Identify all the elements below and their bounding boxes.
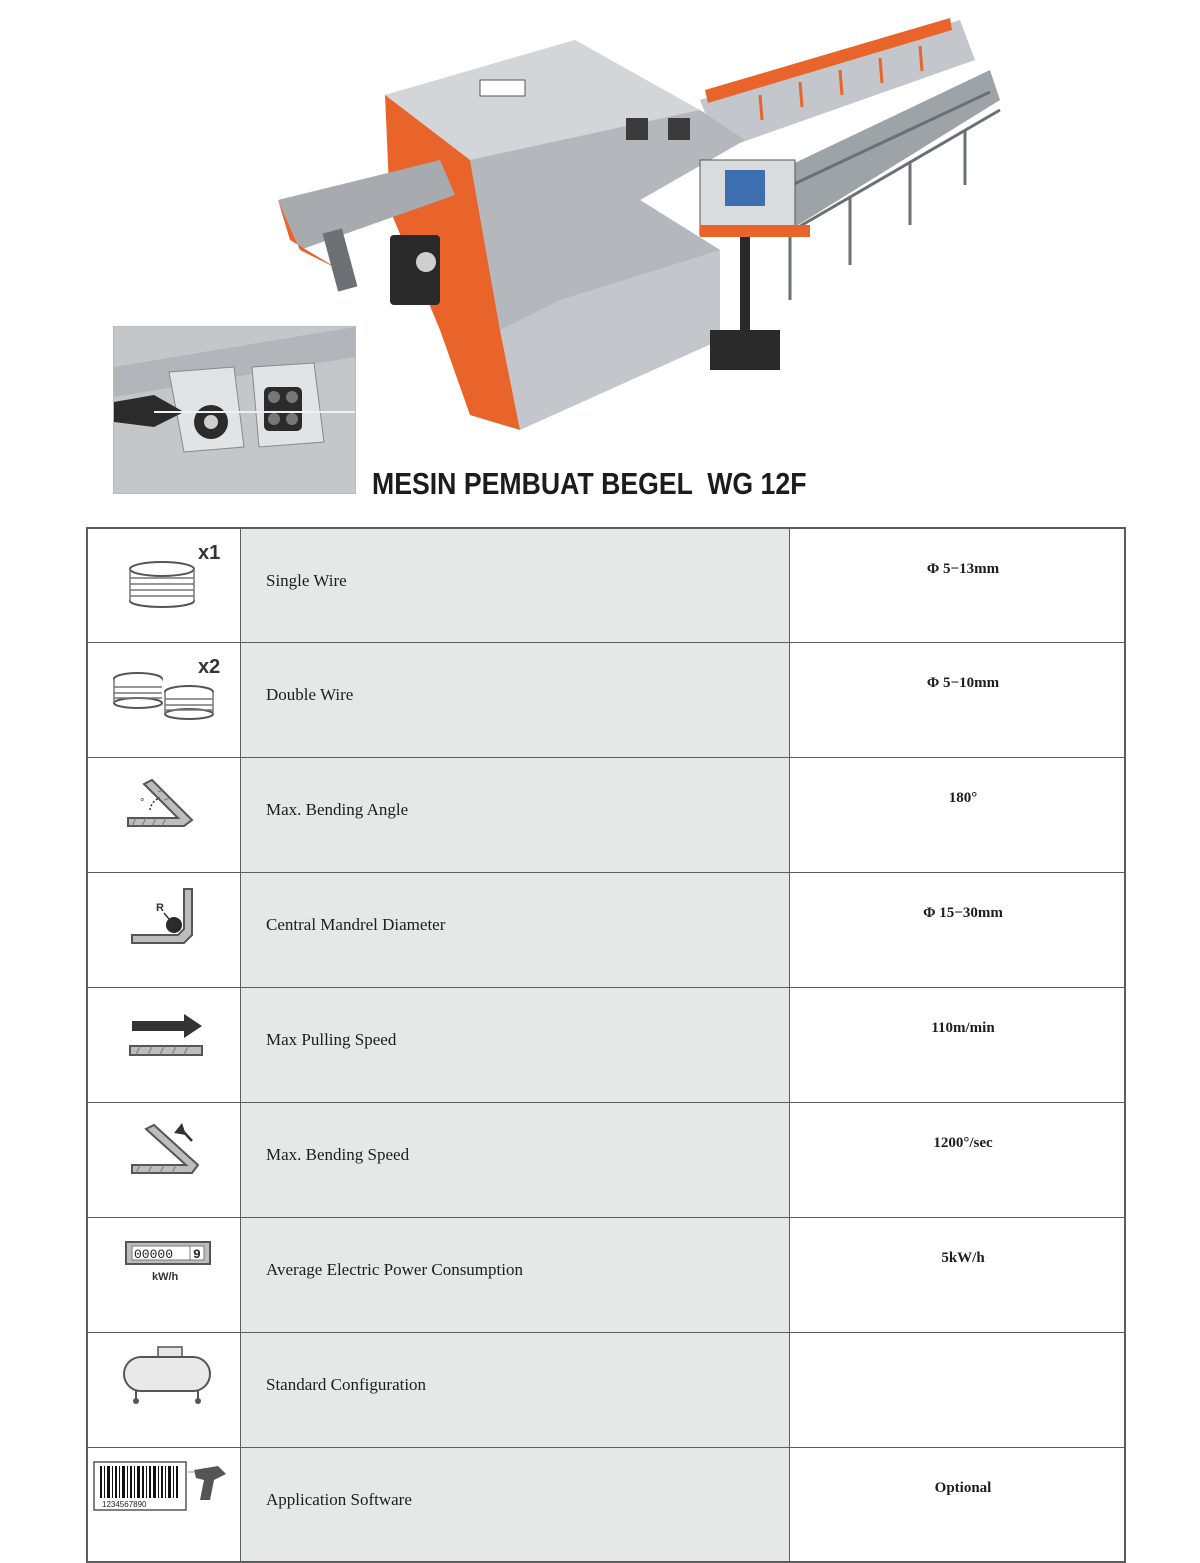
spec-value: 180° (948, 790, 978, 807)
icon-multiplier-text: x1 (198, 542, 221, 564)
spec-label: Double Wire (266, 685, 354, 705)
table-row (87, 643, 1125, 758)
table-row (87, 1447, 1125, 1562)
value-cell (790, 528, 1126, 643)
icon-cell (87, 528, 241, 643)
barcode-digits-text: 1234567890 (102, 1499, 147, 1509)
icon-cell (87, 1217, 241, 1332)
spec-value: 5kW/h (941, 1249, 985, 1266)
wire-straightener (390, 235, 440, 305)
table-row (87, 1332, 1125, 1447)
spec-value: 1200°/sec (933, 1134, 993, 1151)
meter-last-digit-text: 9 (193, 1246, 201, 1262)
page-title: MESIN PEMBUAT BEGEL WG 12F (372, 466, 807, 501)
spec-label: Max. Bending Angle (266, 800, 409, 820)
label-cell (241, 873, 790, 988)
value-cell (790, 758, 1126, 873)
label-cell (241, 1102, 790, 1217)
spec-value: 110m/min (931, 1020, 995, 1036)
single-wire-coil-icon (88, 529, 240, 609)
label-cell (241, 758, 790, 873)
power-meter-icon (88, 1218, 240, 1298)
table-row (87, 1102, 1125, 1217)
value-cell (790, 643, 1126, 758)
value-cell (790, 988, 1126, 1103)
spec-label: Single Wire (266, 571, 347, 590)
label-cell (241, 1217, 790, 1332)
value-cell (790, 1447, 1126, 1562)
spec-label: Application Software (266, 1489, 412, 1509)
meter-digits-text: 00000 (134, 1246, 174, 1262)
icon-cell (87, 1447, 241, 1562)
label-cell (241, 1332, 790, 1447)
svg-text:°: ° (140, 797, 145, 810)
spec-value: Φ 5−13mm (926, 561, 1000, 577)
label-cell (241, 643, 790, 758)
spec-value: Φ 5−10mm (926, 675, 1000, 692)
double-wire-coil-icon (88, 643, 240, 723)
table-row (87, 873, 1125, 988)
table-row (87, 988, 1125, 1103)
label-cell (241, 1447, 790, 1562)
meter-unit-text: kW/h (152, 1270, 179, 1283)
bending-speed-icon (88, 1103, 240, 1183)
mandrel-radius-icon (88, 873, 240, 953)
spec-label: Max Pulling Speed (266, 1030, 397, 1049)
spec-label: Central Mandrel Diameter (266, 915, 446, 935)
icon-radius-text: R (156, 902, 164, 915)
value-cell (790, 1102, 1126, 1217)
air-compressor-icon (88, 1333, 240, 1413)
table-row (87, 528, 1125, 643)
label-cell (241, 528, 790, 643)
spec-value: Φ 15−30mm (923, 905, 1003, 922)
icon-cell (87, 643, 241, 758)
spec-value: Optional (934, 1479, 992, 1496)
inset-closeup-photo (113, 326, 356, 494)
spec-label: Max. Bending Speed (266, 1144, 410, 1164)
table-row (87, 1217, 1125, 1332)
barcode-scanner-icon (88, 1448, 240, 1528)
value-cell (790, 1217, 1126, 1332)
icon-cell (87, 758, 241, 873)
icon-cell (87, 1102, 241, 1217)
icon-multiplier-text: x2 (198, 656, 221, 679)
spec-table (86, 527, 1126, 1563)
spec-label: Average Electric Power Consumption (266, 1259, 523, 1279)
value-cell (790, 1332, 1126, 1447)
table-row (87, 758, 1125, 873)
icon-cell (87, 873, 241, 988)
icon-cell (87, 988, 241, 1103)
bending-angle-icon (88, 758, 240, 838)
inset-graphic (114, 327, 355, 493)
icon-cell (87, 1332, 241, 1447)
spec-label: Standard Configuration (266, 1374, 427, 1394)
label-cell (241, 988, 790, 1103)
pulling-arrow-icon (88, 988, 240, 1068)
value-cell (790, 873, 1126, 988)
